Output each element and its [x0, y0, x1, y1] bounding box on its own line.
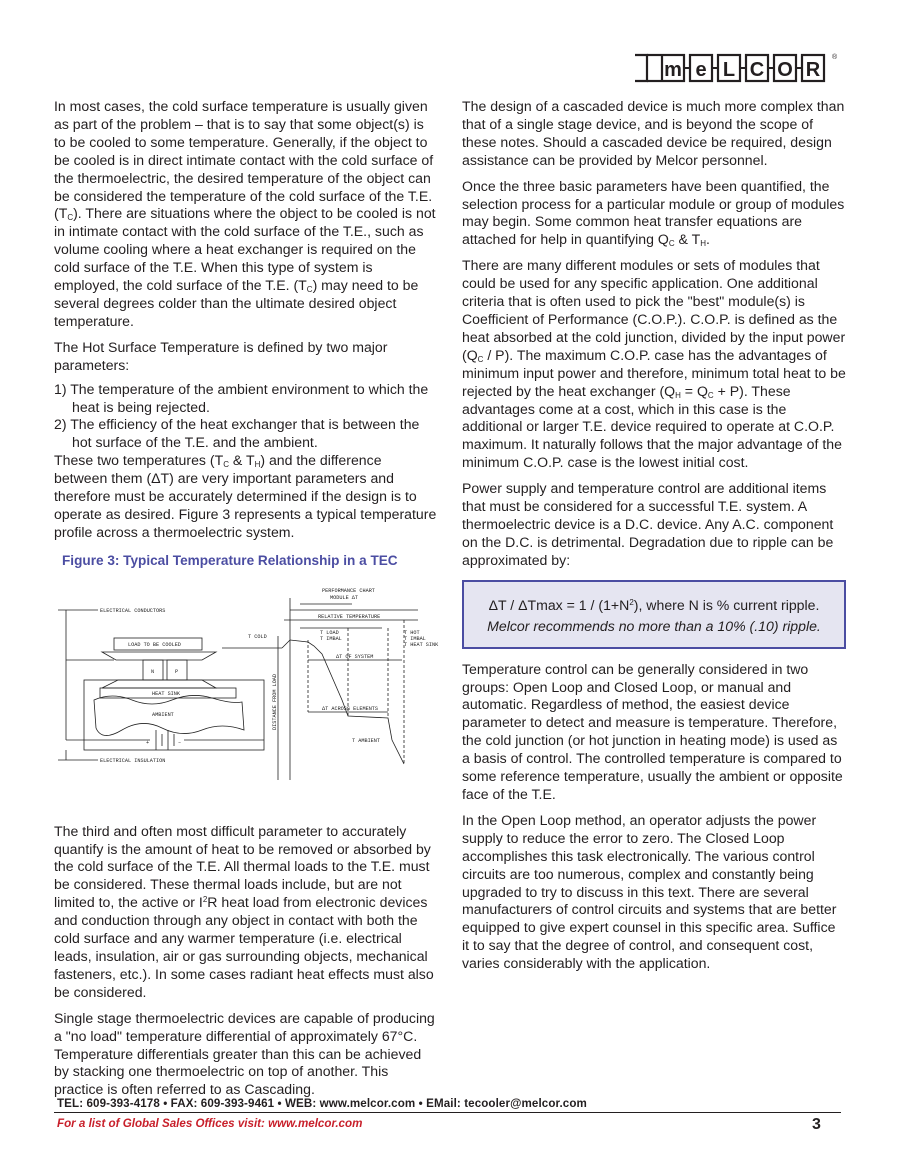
label-minus: – — [178, 739, 182, 746]
logo-letter-2: e — [695, 59, 707, 81]
label-plus: + — [146, 739, 150, 746]
logo-letter-5: O — [777, 59, 793, 81]
label-module-dt: MODULE ΔT — [330, 594, 359, 601]
paragraph-cascaded: The design of a cascaded device is much more complex than that of a single stage device, and is beyond the scope of these notes. Should a cascaded device be required, design assistance can be provided by Melcor personnel. — [462, 98, 845, 168]
page-number: 3 — [812, 1116, 821, 1133]
paragraph-cop: There are many different modules or sets of modules that could be used for any specific application. One additional criteria that is often used to pick the "best" module(s) is Coefficient of Performance (C.O.P.). C.O.P. is defined as the heat absorbed at the cold junction, divided by the input power $(Q_C / P)$. The maximum C.O.P. case has the advantages of minimum input power and therefore, minimum total heat to be rejected by the heat exchanger $(Q_H = Q_C + P)$. These advantages come at a cost, which in this case is the additional or larger T.E. device required to operate at C.O.P. maximum. It naturally follows that the major advantage of the minimum C.O.P. case is the lowest initial cost. — [462, 257, 846, 471]
registered-mark: ® — [832, 54, 838, 61]
label-electrical-insulation: ELECTRICAL INSULATION — [100, 757, 166, 764]
label-t-ambient: T AMBIENT — [352, 737, 381, 744]
logo-letter-4: C — [749, 59, 765, 81]
label-dt-of-system: ΔT OF SYSTEM — [336, 653, 374, 660]
paragraph-selection: Once the three basic parameters have been quantified, the selection process for a particular module or group of modules may begin. Some common heat transfer equations are attached for help in quantifying $Q_C$ & $T_H$. — [462, 177, 845, 249]
paragraph-heat-load: The third and often most difficult parameter to accurately quantify is the amount of heat to be removed or absorbed by the cold surface of the T.E. All thermal loads to the T.E. must be considered. These thermal loads include, but are not limited to, the active or $I^2R$ heat load from electronic devices and conduction through any object in contact with both the cold surface and any warmer temperature (i.e. electrical leads, insulation, air or gas surrounding objects, mechanical fasteners, etc.). In some cases radiant heat effects must also be considered. — [54, 822, 434, 1000]
logo-letter-3: L — [722, 59, 736, 81]
label-distance-from-load: DISTANCE FROM LOAD — [272, 673, 278, 730]
label-ambient: AMBIENT — [152, 711, 174, 718]
list-item: 2) The efficiency of the heat exchanger that is between the hot surface of the T.E. and the ambient. — [54, 416, 420, 451]
hot-surface-parameter-list — [54, 381, 438, 453]
label-dt-across-elements: ΔT ACROSS ELEMENTS — [322, 705, 379, 712]
footer-divider — [54, 1112, 841, 1113]
label-n: N — [151, 668, 155, 675]
ripple-callout — [462, 580, 846, 649]
label-t-load: T LOAD — [320, 629, 339, 636]
temperature-profile-diagram — [52, 580, 442, 805]
paragraph-temperatures: These two temperatures ($T_C$ & $T_H$) and the difference between them (ΔT) are very important parameters and therefore must be accurately determined if the design is to operate as desired. Figure 3 represents a typical temperature profile across a thermoelectric system. — [54, 452, 437, 540]
label-t-imbal-right: T IMBAL — [404, 635, 426, 642]
left-column — [54, 98, 438, 1107]
label-heat-sink: HEAT SINK — [152, 690, 181, 697]
figure-caption: Figure 3: Typical Temperature Relationship in a TEC — [62, 552, 398, 568]
paragraph-hot-surface: The Hot Surface Temperature is defined by two major parameters: — [54, 338, 388, 373]
paragraph-single-stage: Single stage thermoelectric devices are capable of producing a "no load" temperature differential of approximately 67°C. Temperature differentials greater than this can be achieved by stacking one thermoelectric on top of another. This practice is often referred to as Cascading. — [54, 1009, 435, 1098]
label-t-hot: T HOT — [404, 629, 420, 636]
paragraph-cold-surface: In most cases, the cold surface temperature is usually given as part of the problem – that is to say that some object(s) is to be cooled to some temperature. Generally, if the object to be cooled is in direct intimate contact with the cold surface of the thermoelectric, the desired temperature of the object can be considered the temperature of the cold surface of the T.E. $(T_C)$. There are situations where the object to be cooled is not in intimate contact with the cold surface of the T.E., such as volume cooling where a heat exchanger is required on the cold surface of the T.E. When this type of system is employed, the cold surface of the T.E. $(T_C)$ may need to be several degrees colder than the ultimate desired object temperature. — [54, 98, 436, 329]
right-column — [462, 98, 846, 981]
ripple-formula: $\Delta T / \Delta Tmax = 1 / (1+N^2)$, where N is % current ripple. — [488, 596, 820, 613]
paragraph-open-loop: In the Open Loop method, an operator adjusts the power supply to reduce the error to zero. The Closed Loop accomplishes this task electronically. The various control circuits are too numerous, complex and constantly being upgraded to try to discuss in this text. There are several manufacturers of control circuits and systems that are better equipped to give expert counsel in this specific area. Suffice it to say that the degree of control, and consequent cost, varies considerably with the application. — [462, 811, 837, 972]
paragraph-power-supply: Power supply and temperature control are additional items that must be considered for a successful T.E. system. A thermoelectric device is a D.C. device. Any A.C. component on the D.C. is detrimental. Degradation due to ripple can be approximated by: — [462, 480, 834, 568]
paragraph-temperature-control: Temperature control can be generally considered in two groups: Open Loop and Closed Loop, or manual and automatic. Regardless of method, the easiest device parameter to detect and measure is temperature. Therefore, the cold junction (or hot junction in heating mode) is used as a basis of control. The controlled temperature is compared to some reference temperature, usually the ambient or opposite face of the T.E. — [462, 660, 843, 802]
label-t-imbal-left: T IMBAL — [320, 635, 342, 642]
logo-letter-6: R — [805, 59, 821, 81]
label-performance-chart: PERFORMANCE CHART — [322, 587, 375, 594]
label-p: P — [175, 668, 179, 675]
footer-contact-line: TEL: 609-393-4178 • FAX: 609-393-9461 • WEB: www.melcor.com • EMail: tecooler@melcor.com — [57, 1097, 587, 1110]
figure-temperature-profile — [52, 580, 442, 805]
list-item: 1) The temperature of the ambient environment to which the heat is being rejected. — [54, 380, 429, 415]
label-electrical-conductors: ELECTRICAL CONDUCTORS — [100, 607, 166, 614]
label-t-cold: T COLD — [248, 633, 267, 640]
label-load-to-be-cooled: LOAD TO BE COOLED — [128, 641, 181, 648]
logo-letter-1: m — [664, 59, 682, 81]
label-relative-temperature: RELATIVE TEMPERATURE — [318, 613, 381, 620]
ripple-recommendation: Melcor recommends no more than a 10% (.10) ripple. — [487, 617, 821, 634]
footer-sales-offices-link[interactable]: For a list of Global Sales Offices visit: www.melcor.com — [57, 1117, 363, 1130]
label-t-heat-sink: T HEAT SINK — [404, 641, 439, 648]
melcor-logo — [633, 50, 839, 86]
